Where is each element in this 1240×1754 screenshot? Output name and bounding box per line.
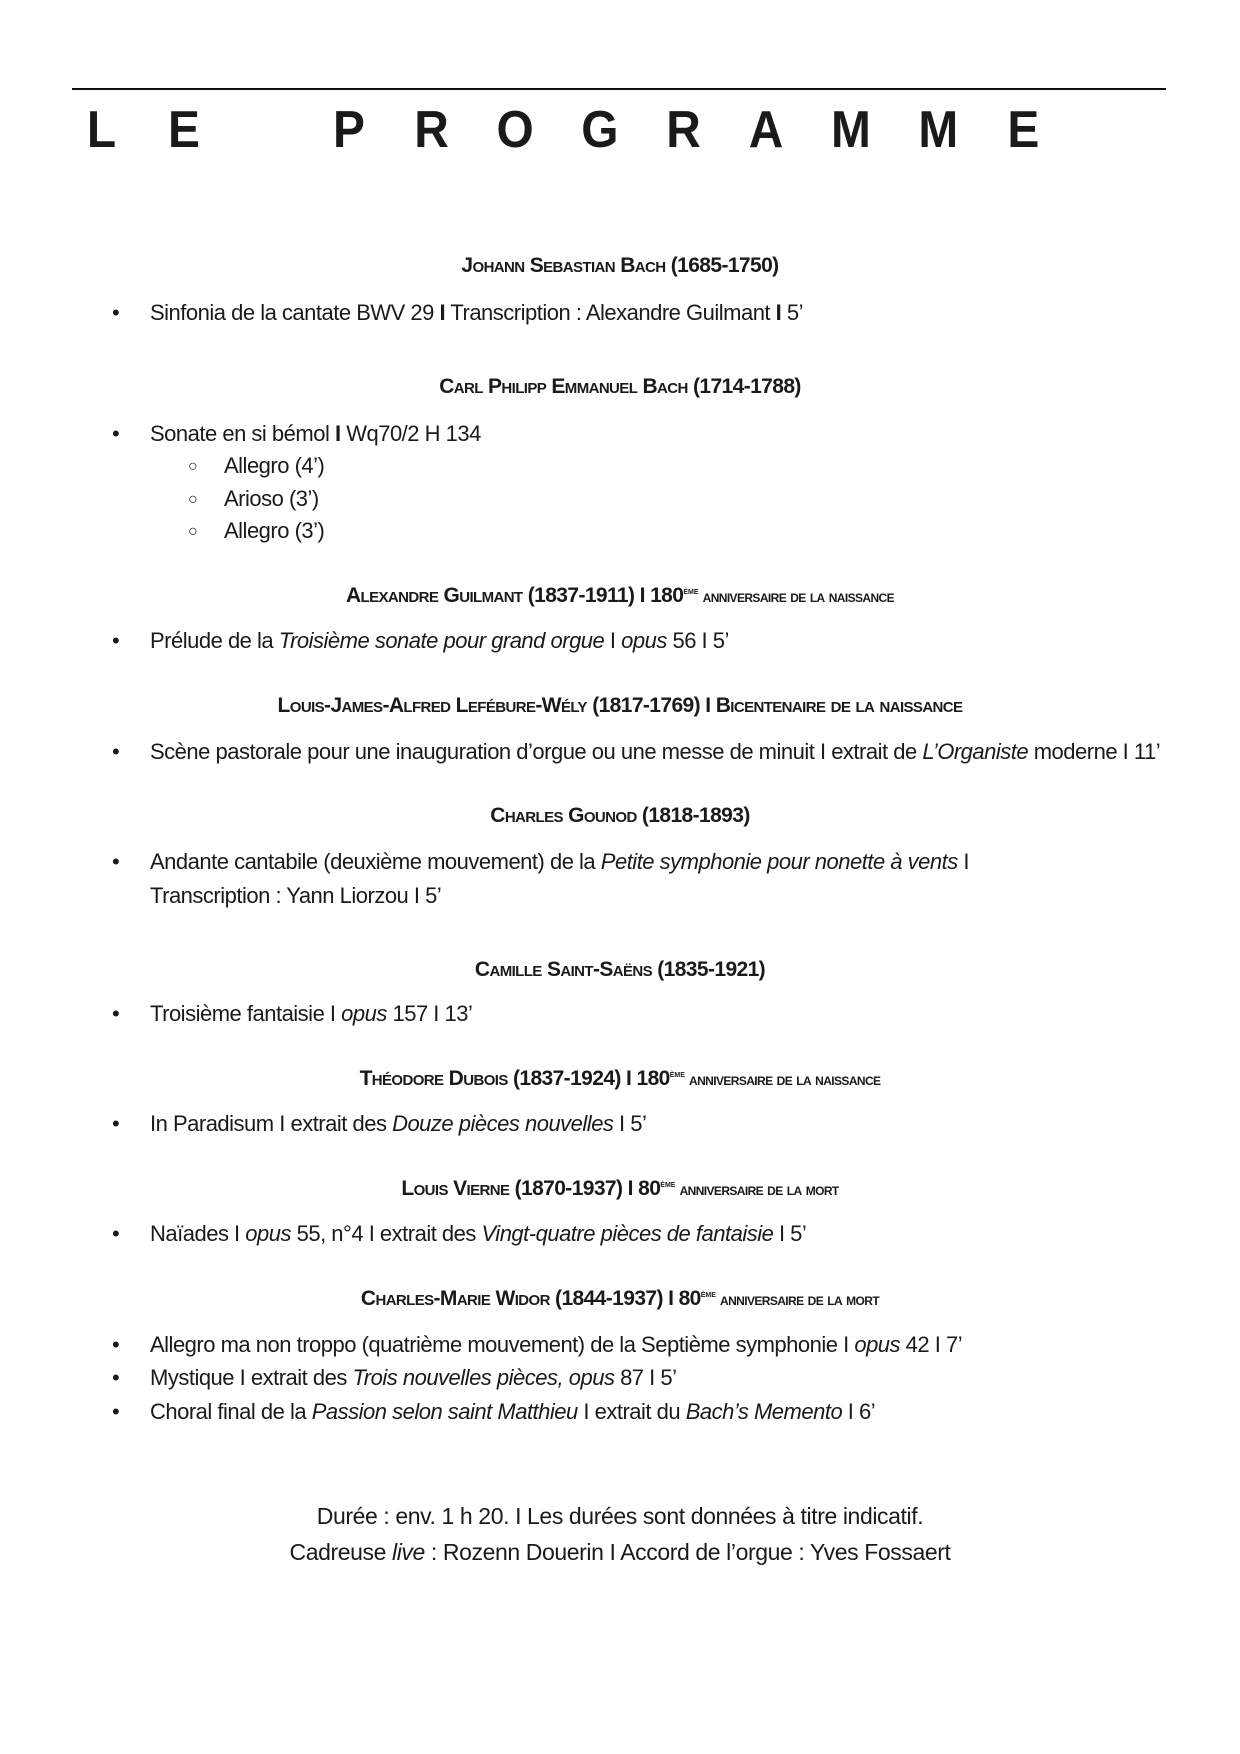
movement-item: ○ Allegro (4’) bbox=[224, 449, 324, 483]
composer-name: Charles Gounod (1818-1893) bbox=[490, 804, 750, 827]
title-letter: P bbox=[333, 101, 365, 159]
title-letter: R bbox=[414, 101, 449, 159]
list-item: • Troisième fantaisie I opus 157 I 13’ bbox=[150, 997, 1170, 1031]
title-letter: A bbox=[748, 101, 784, 159]
list-item: • Sinfonia de la cantate BWV 29 I Transcription : Alexandre Guilmant I 5’ bbox=[150, 296, 1170, 330]
top-rule bbox=[72, 88, 1166, 90]
title-letter: E bbox=[1007, 101, 1040, 159]
composer-heading bbox=[0, 375, 1240, 399]
list-item: • Prélude de la Troisième sonate pour grand orgue I opus 56 I 5’ bbox=[150, 624, 1170, 658]
composer-name: Camille Saint-Saëns (1835-1921) bbox=[474, 958, 766, 981]
title-letter: L bbox=[86, 101, 117, 159]
list-item: • Naïades I opus 55, n°4 I extrait des Vingt-quatre pièces de fantaisie I 5’ bbox=[150, 1217, 1170, 1251]
composer-name: Charles-Marie Widor (1844-1937) I 80 bbox=[360, 1287, 701, 1310]
composer-heading: Alexandre Guilmant (1837-1911) I 180ème anniversaire de la naissance bbox=[345, 584, 895, 607]
list-item: • In Paradisum I extrait des Douze pièces nouvelles I 5’ bbox=[150, 1107, 1170, 1141]
composer-name: Louis-James-Alfred Lefébure-Wély (1817-1769) I Bicentenaire de la naissance bbox=[277, 694, 963, 717]
composer-heading: Théodore Dubois (1837-1924) I 180ème anniversaire de la naissance bbox=[359, 1067, 881, 1090]
composer-heading bbox=[0, 958, 1240, 982]
list-item: • Allegro ma non troppo (quatrième mouvement) de la Septième symphonie I opus 42 I 7’ bbox=[150, 1328, 1170, 1362]
movement-item: ○ Allegro (3’) bbox=[224, 514, 324, 548]
title-letter bbox=[249, 100, 284, 160]
list-item: • Andante cantabile (deuxième mouvement) de la Petite symphonie pour nonette à vents I Transcription : Yann Liorzou I 5’ bbox=[150, 845, 1170, 913]
composer-heading bbox=[0, 804, 1240, 828]
composer-name: Louis Vierne (1870-1937) I 80 bbox=[401, 1177, 661, 1200]
composer-name: Théodore Dubois (1837-1924) I 180 bbox=[359, 1067, 670, 1090]
page-title bbox=[84, 100, 1041, 160]
composer-name: Alexandre Guilmant (1837-1911) I 180 bbox=[345, 584, 684, 607]
list-item: • Choral final de la Passion selon saint Matthieu I extrait du Bach’s Memento I 6’ bbox=[150, 1395, 1170, 1429]
credits-note: Cadreuse live : Rozenn Douerin I Accord de l’orgue : Yves Fossaert bbox=[289, 1539, 951, 1565]
list-item: • Scène pastorale pour une inauguration d’orgue ou une messe de minuit I extrait de L’Organiste moderne I 11’ bbox=[150, 735, 1170, 769]
title-letter: O bbox=[496, 101, 534, 159]
composer-heading: Charles-Marie Widor (1844-1937) I 80ème anniversaire de la mort bbox=[360, 1287, 880, 1310]
composer-name: Carl Philipp Emmanuel Bach (1714-1788) bbox=[439, 375, 801, 398]
composer-heading bbox=[0, 694, 1240, 718]
duration-note: Durée : env. 1 h 20. I Les durées sont données à titre indicatif. bbox=[316, 1503, 924, 1529]
list-item: • Mystique I extrait des Trois nouvelles pièces, opus 87 I 5’ bbox=[150, 1361, 1170, 1395]
title-letter: E bbox=[168, 101, 200, 159]
title-letter: M bbox=[830, 101, 871, 159]
title-letter: G bbox=[581, 101, 619, 159]
title-letter: R bbox=[666, 101, 701, 159]
composer-heading bbox=[0, 254, 1240, 278]
movement-item: ○ Arioso (3’) bbox=[224, 482, 319, 516]
composer-name: Johann Sebastian Bach (1685-1750) bbox=[461, 254, 779, 277]
title-letter: M bbox=[918, 101, 959, 159]
composer-heading: Louis Vierne (1870-1937) I 80ème anniversaire de la mort bbox=[401, 1177, 839, 1200]
list-item: • Sonate en si bémol I Wq70/2 H 134 bbox=[150, 417, 1170, 451]
